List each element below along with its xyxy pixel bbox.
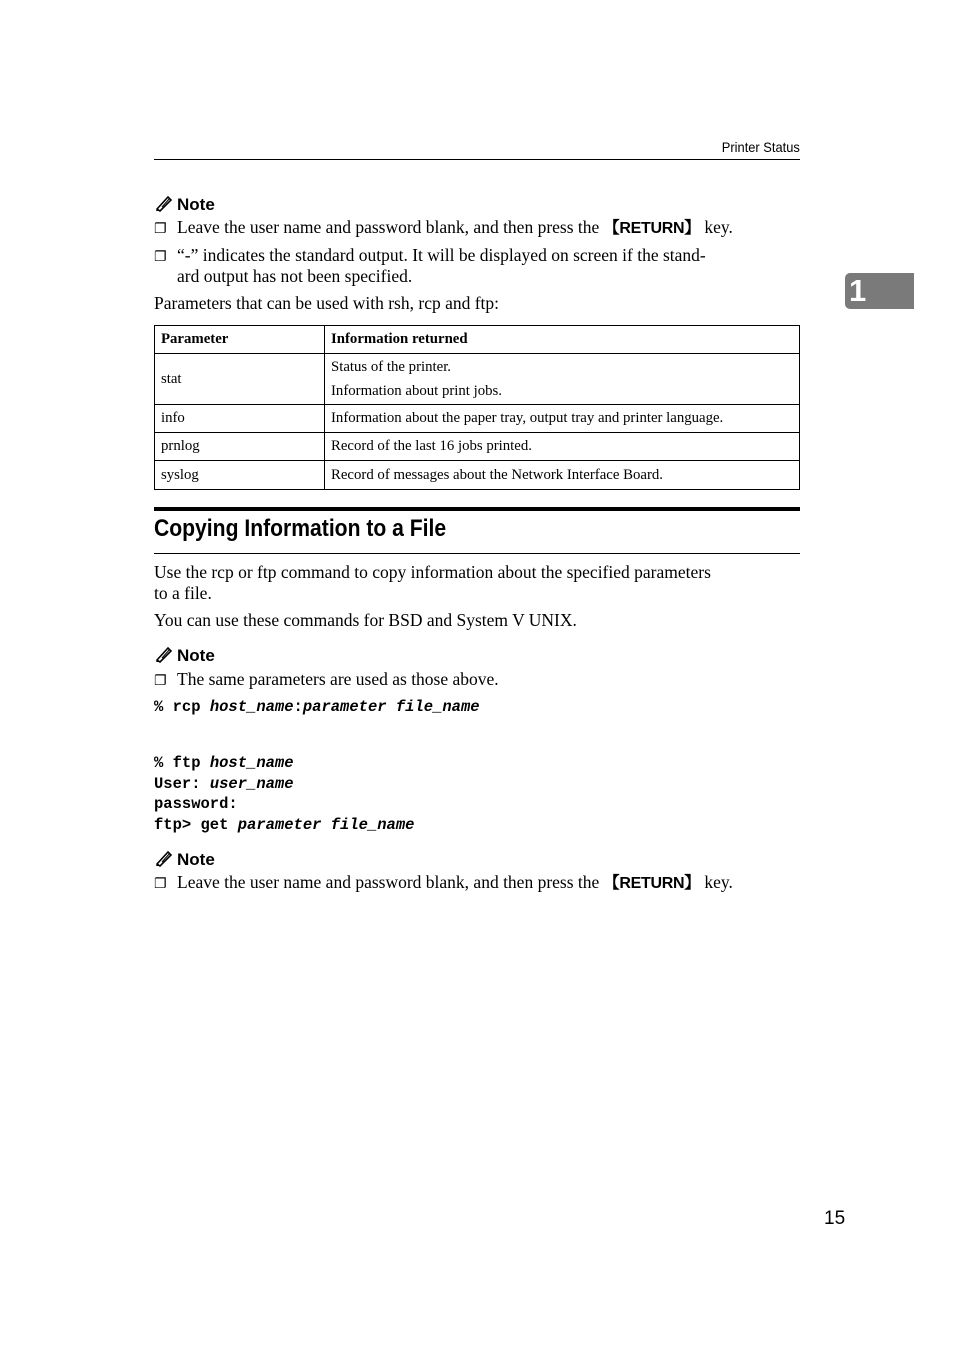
table-row xyxy=(155,433,800,461)
table-header-info: Information returned xyxy=(325,326,800,354)
section-title: Copying Information to a File xyxy=(154,515,447,542)
table-cell-param: syslog xyxy=(155,461,325,490)
code-rcp: % rcp host_name:parameter file_name xyxy=(154,698,480,716)
code-line: % ftp host_name xyxy=(154,754,294,772)
parameter-table xyxy=(154,325,800,490)
page-number: 15 xyxy=(824,1208,846,1229)
code-ftp xyxy=(154,753,414,836)
note-item-continuation: ard output has not been specified. xyxy=(177,266,413,286)
note-item: ❐ Leave the user name and password blank, and then press the 【RETURN】 key. xyxy=(154,872,814,895)
note-item: ❐ The same parameters are used as those above. xyxy=(154,669,499,692)
table-row xyxy=(155,354,800,405)
table-cell-param: stat xyxy=(155,354,325,405)
table-row xyxy=(155,405,800,433)
table-cell-param: prnlog xyxy=(155,433,325,461)
table-cell-info: Record of the last 16 jobs printed. xyxy=(325,433,800,461)
pencil-icon xyxy=(154,194,174,212)
chapter-number: 1 xyxy=(849,273,867,308)
table-cell-param: info xyxy=(155,405,325,433)
return-key-label: 【RETURN】 xyxy=(603,875,700,892)
return-key-label: 【RETURN】 xyxy=(603,220,700,237)
code-line: password: xyxy=(154,795,238,814)
table-cell-info: Status of the printer. Information about print jobs. xyxy=(325,354,800,405)
section-paragraph: You can use these commands for BSD and System V UNIX. xyxy=(154,610,577,630)
section-paragraph-continuation: to a file. xyxy=(154,583,212,603)
running-title: Printer Status xyxy=(721,139,800,155)
table-header-row xyxy=(155,326,800,354)
code-line: ftp> get parameter file_name xyxy=(154,816,415,835)
note-label: Note xyxy=(177,646,215,665)
section-rule-bottom xyxy=(154,553,800,554)
section-paragraph: Use the rcp or ftp command to copy information about the specified parameters xyxy=(154,562,711,582)
note-item: ❐ Leave the user name and password blank, and then press the 【RETURN】 key. xyxy=(154,217,814,240)
pencil-icon xyxy=(154,645,174,663)
note-heading xyxy=(154,849,215,869)
checkbox-bullet-icon: ❐ xyxy=(154,673,167,689)
note-label: Note xyxy=(177,850,215,869)
table-cell-info: Record of messages about the Network Interface Board. xyxy=(325,461,800,490)
params-intro: Parameters that can be used with rsh, rcp and ftp: xyxy=(154,293,500,313)
table-row xyxy=(155,461,800,490)
note-heading xyxy=(154,194,215,214)
checkbox-bullet-icon: ❐ xyxy=(154,249,167,265)
checkbox-bullet-icon: ❐ xyxy=(154,876,167,892)
table-cell-info: Information about the paper tray, output tray and printer language. xyxy=(325,405,800,433)
code-line: User: user_name xyxy=(154,774,294,793)
note-label: Note xyxy=(177,195,215,214)
note-heading xyxy=(154,645,215,665)
chapter-tab xyxy=(845,273,914,309)
section-rule-top xyxy=(154,507,800,511)
running-header xyxy=(154,138,800,160)
table-header-parameter: Parameter xyxy=(155,326,325,354)
note-item: ❐ “-” indicates the standard output. It will be displayed on screen if the stand- xyxy=(154,245,814,268)
pencil-icon xyxy=(154,849,174,867)
checkbox-bullet-icon: ❐ xyxy=(154,221,167,237)
